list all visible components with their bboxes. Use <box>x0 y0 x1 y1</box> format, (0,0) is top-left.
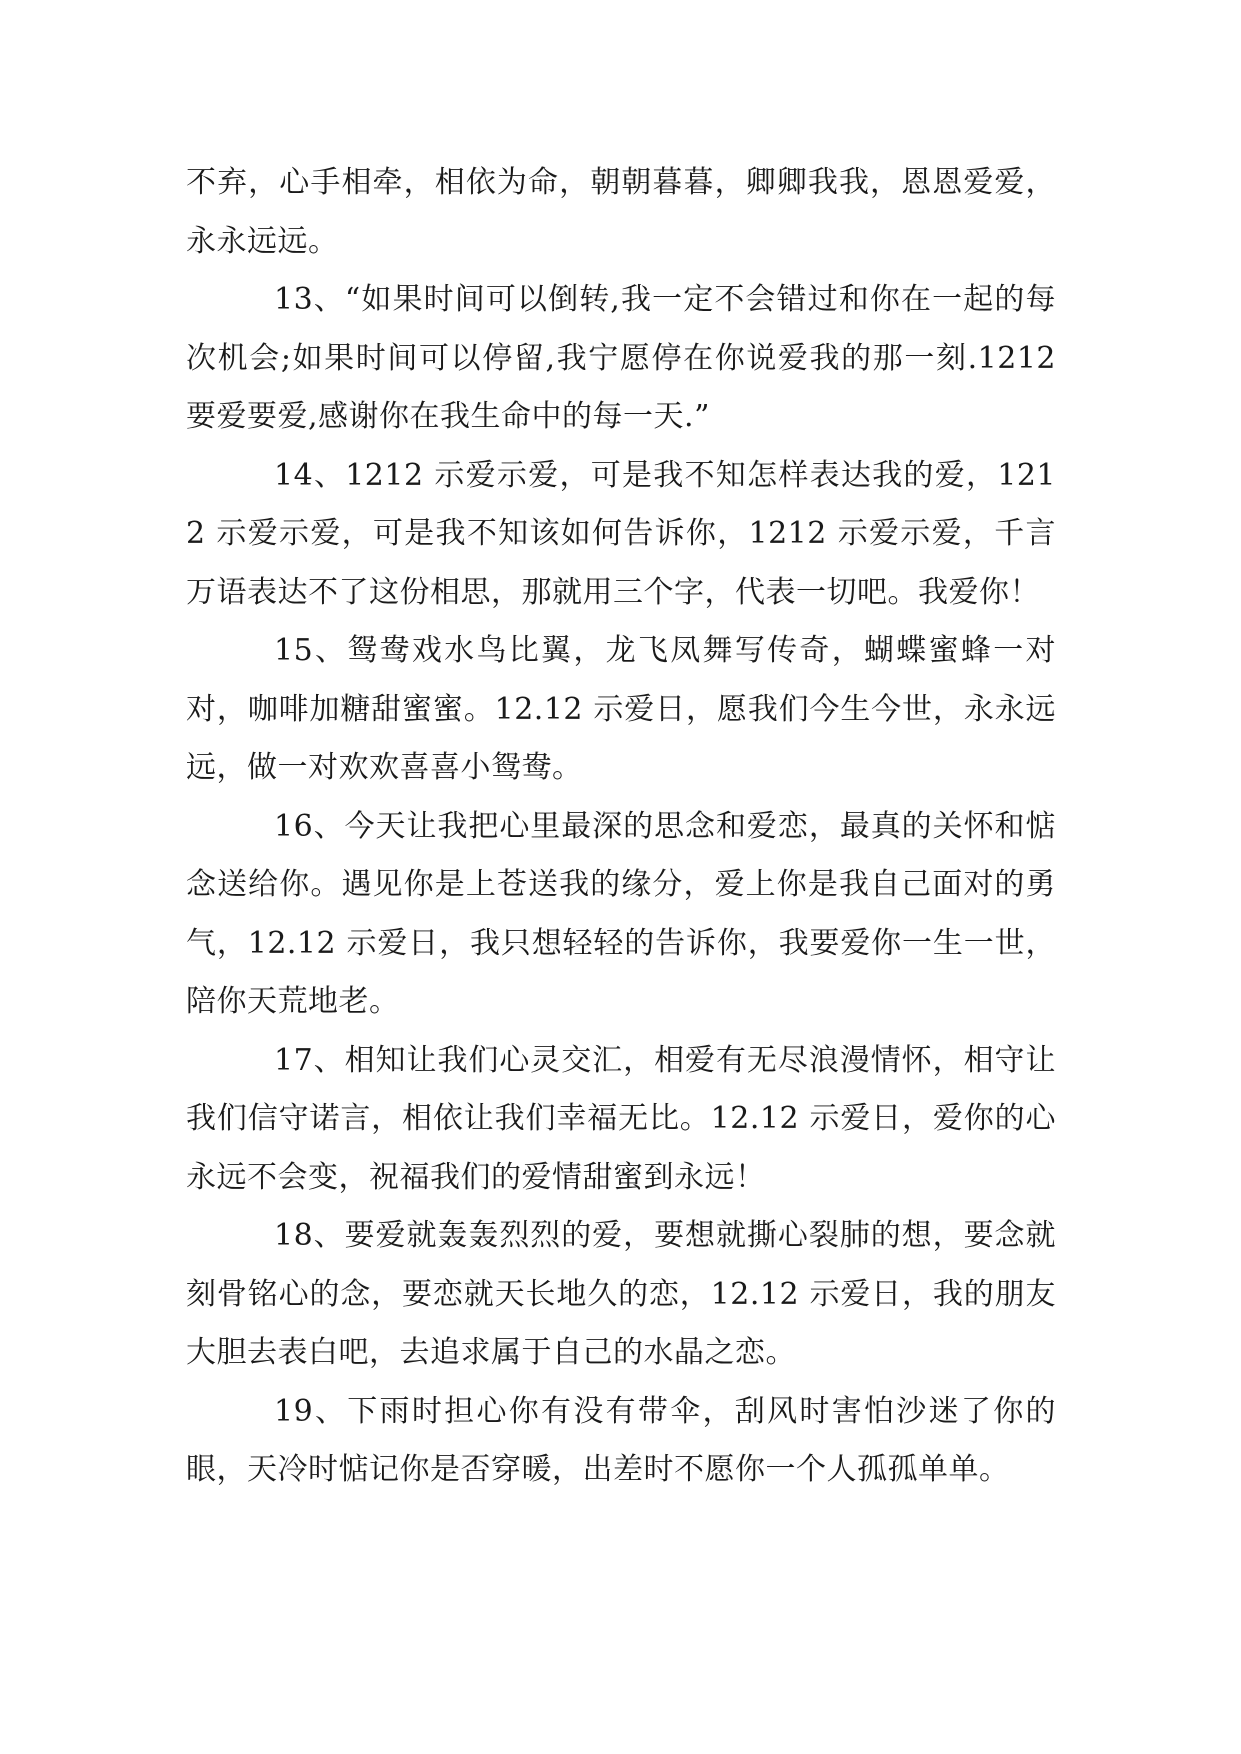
paragraph-17: 17、相知让我们心灵交汇，相爱有无尽浪漫情怀，相守让我们信守诺言，相依让我们幸福无比。12.12 示爱日，爱你的心永远不会变，祝福我们的爱情甜蜜到永远！ <box>186 1042 1056 1195</box>
paragraph-13: 13、“如果时间可以倒转,我一定不会错过和你在一起的每次机会;如果时间可以停留,我宁愿停在你说爱我的那一刻.1212 要爱要爱,感谢你在我生命中的每一天.” <box>186 282 1056 434</box>
body-text <box>186 154 1056 1500</box>
paragraph-12-continued: 不弃，心手相牵，相依为命，朝朝暮暮，卿卿我我，恩恩爱爱，永永远远。 <box>186 165 1056 259</box>
paragraph-14: 14、1212 示爱示爱，可是我不知怎样表达我的爱，1212 示爱示爱，可是我不知该如何告诉你，1212 示爱示爱，千言万语表达不了这份相思，那就用三个字，代表一切吧。我爱你！ <box>186 457 1056 610</box>
paragraph-16: 16、今天让我把心里最深的思念和爱恋，最真的关怀和惦念送给你。遇见你是上苍送我的缘分，爱上你是我自己面对的勇气，12.12 示爱日，我只想轻轻的告诉你，我要爱你一生一世，陪你天荒地老。 <box>186 808 1056 1019</box>
paragraph-15: 15、鸳鸯戏水鸟比翼，龙飞凤舞写传奇，蝴蝶蜜蜂一对对，咖啡加糖甜蜜蜜。12.12 示爱日，愿我们今生今世，永永远远，做一对欢欢喜喜小鸳鸯。 <box>186 633 1056 785</box>
paragraph-18: 18、要爱就轰轰烈烈的爱，要想就撕心裂肺的想，要念就刻骨铭心的念，要恋就天长地久的恋，12.12 示爱日，我的朋友大胆去表白吧，去追求属于自己的水晶之恋。 <box>186 1218 1056 1370</box>
paragraph-19: 19、下雨时担心你有没有带伞，刮风时害怕沙迷了你的眼，天冷时惦记你是否穿暖，出差时不愿你一个人孤孤单单。 <box>186 1393 1056 1487</box>
